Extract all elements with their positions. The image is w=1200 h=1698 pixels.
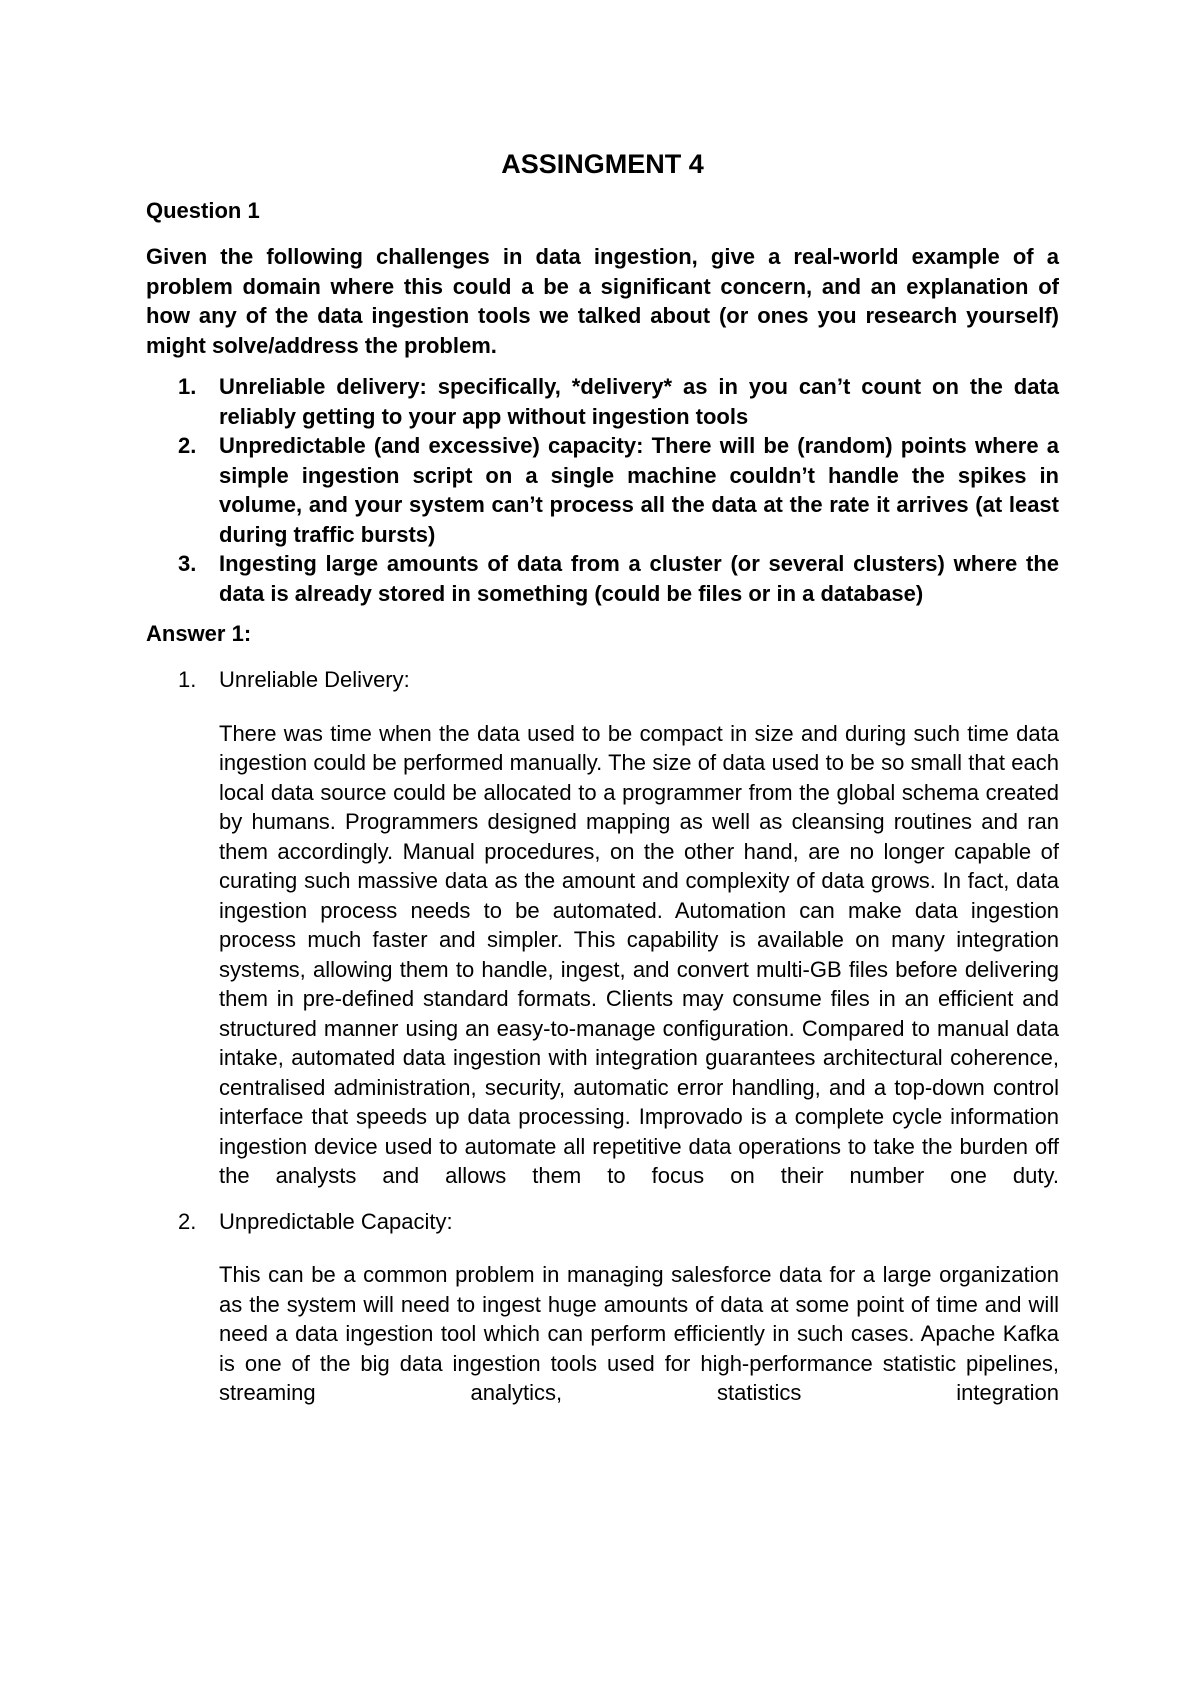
answer-item [146,665,1059,1191]
answer-item [146,1207,1059,1408]
challenge-item [146,431,1059,549]
question-prompt: Given the following challenges in data ingestion, give a real-world example of a problem domain where this could a be a significant concern, and an explanation of how any of the data ingestion tools we talked about (or ones you research yourself) might solve/address the problem. [146,244,1059,358]
answer-body: This can be a common problem in managing salesforce data for a large organization as the system will need to ingest huge amounts of data at some point of time and will need a data ingestion tool which can perform efficiently in such cases. Apache Kafka is one of the big data ingestion tools used for high-performance statistic pipelines, streaming analytics, statistics integration [219,1262,1059,1405]
answer-body: There was time when the data used to be compact in size and during such time data ingestion could be performed manually. The size of data used to be so small that each local data source could be allocated to a programmer from the global schema created by humans. Programmers designed mapping as well as cleansing routines and ran them accordingly. Manual procedures, on the other hand, are no longer capable of curating such massive data as the amount and complexity of data grows. In fact, data ingestion process needs to be automated. Automation can make data ingestion process much faster and simpler. This capability is available on many integration systems, allowing them to handle, ingest, and convert multi-GB files before delivering them in pre-defined standard formats. Clients may consume files in an efficient and structured manner using an easy-to-manage configuration. Compared to manual data intake, automated data ingestion with integration guarantees architectural coherence, centralised administration, security, automatic error handling, and a top-down control interface that speeds up data processing. Improvado is a complete cycle information ingestion device used to automate all repetitive data operations to take the burden off the analysts and allows them to focus on their number one duty. [219,720,1059,1188]
list-number: 2. [178,1208,197,1234]
answer-list [146,665,1059,1408]
list-number: 3. [178,551,197,576]
document-title: ASSINGMENT 4 [501,149,704,179]
challenge-text: Ingesting large amounts of data from a cluster (or several clusters) where the data is already stored in something (could be files or in a database) [219,551,1059,606]
question-label: Question 1 [146,198,260,223]
challenge-item [146,549,1059,608]
challenge-text: Unpredictable (and excessive) capacity: There will be (random) points where a simple ingestion script on a single machine couldn’t handle the spikes in volume, and your system can’t process all the data at the rate it arrives (at least during traffic bursts) [219,433,1059,547]
answer-heading: Unreliable Delivery: [219,667,410,692]
challenge-item [146,372,1059,431]
list-number: 1. [178,374,197,399]
document-page [146,148,1059,1424]
answer-label: Answer 1: [146,621,252,646]
challenge-text: Unreliable delivery: specifically, *delivery* as in you can’t count on the data reliably getting to your app without ingestion tools [219,374,1059,429]
challenge-list [146,372,1059,608]
list-number: 1. [178,667,197,692]
answer-heading: Unpredictable Capacity: [219,1208,453,1234]
list-number: 2. [178,433,197,458]
